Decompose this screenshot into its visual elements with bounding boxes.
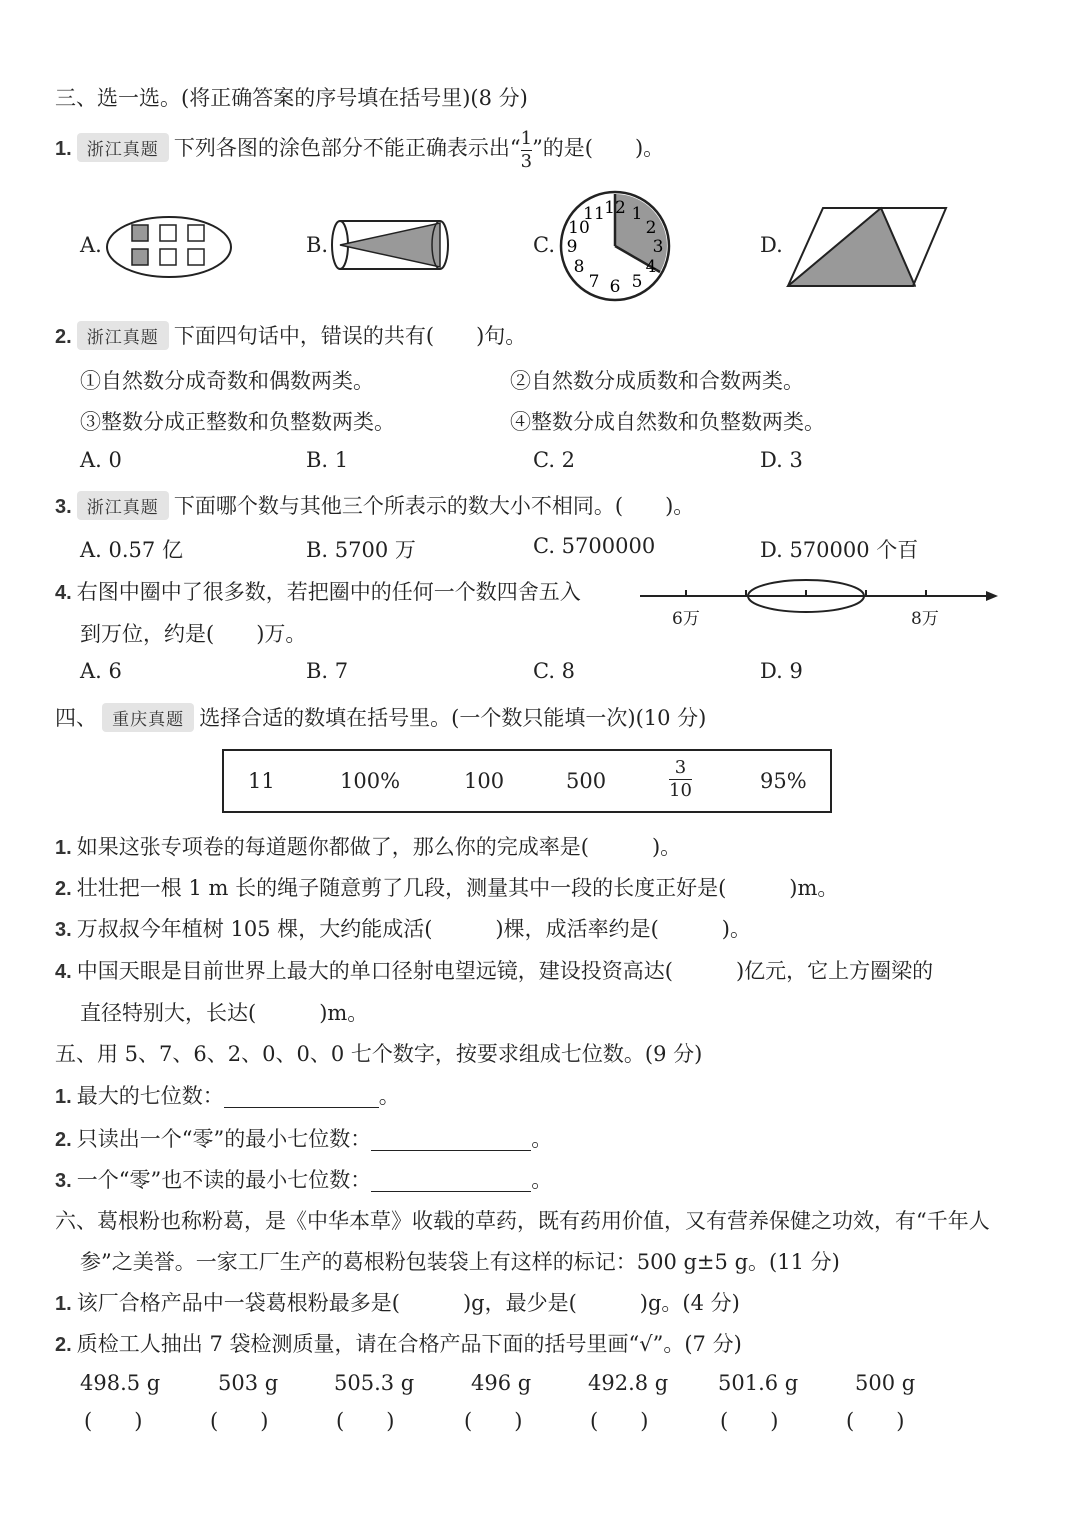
section-5-title: 五、用 5、7、6、2、0、0、0 七个数字，按要求组成七位数。(9 分) bbox=[55, 1042, 703, 1066]
question-text: 壮壮把一根 1 m 长的绳子随意剪了几段，测量其中一段的长度正好是( )m。 bbox=[76, 876, 839, 900]
clock-number-5: 5 bbox=[631, 272, 643, 292]
q2-option-a: A. 0 bbox=[80, 448, 122, 472]
clock-number-10: 10 bbox=[568, 218, 590, 238]
fraction-numerator: 3 bbox=[674, 757, 687, 778]
weight-6: 501.6 g bbox=[718, 1371, 799, 1395]
question-number: 1. bbox=[55, 1086, 72, 1108]
q3-3 bbox=[55, 490, 694, 520]
question-text: 下面四句话中，错误的共有( )句。 bbox=[173, 324, 527, 348]
q4-4 bbox=[55, 955, 933, 985]
question-number: 2. bbox=[55, 326, 72, 348]
q4-option-a: A. 6 bbox=[80, 659, 122, 683]
question-number: 3. bbox=[55, 919, 72, 941]
q4-option-b: B. 7 bbox=[306, 659, 349, 683]
check-paren-3[interactable]: ( ) bbox=[336, 1409, 395, 1433]
q2-option-c: C. 2 bbox=[533, 448, 576, 472]
q4-option-c: C. 8 bbox=[533, 659, 576, 683]
question-text: 质检工人抽出 7 袋检测质量，请在合格产品下面的括号里画“√”。(7 分) bbox=[76, 1332, 742, 1356]
question-text-line2: 到万位，约是( )万。 bbox=[80, 622, 307, 646]
q3-option-c: C. 5700000 bbox=[533, 534, 656, 558]
section-6-line1: 六、葛根粉也称粉葛，是《中华本草》收载的草药，既有药用价值，又有营养保健之功效，有“千年人 bbox=[55, 1209, 990, 1233]
choice-95-percent: 95% bbox=[760, 769, 807, 793]
source-tag: 浙江真题 bbox=[77, 491, 169, 520]
statement-2: ②自然数分成质数和合数两类。 bbox=[510, 369, 804, 393]
question-text: 一个“零”也不读的最小七位数： bbox=[76, 1168, 372, 1192]
option-label-c: C. bbox=[533, 233, 555, 257]
q3-option-d: D. 570000 个百 bbox=[760, 538, 919, 562]
statement-1: ①自然数分成奇数和偶数两类。 bbox=[80, 369, 374, 393]
question-end: 。 bbox=[378, 1084, 400, 1108]
clock-number-7: 7 bbox=[588, 272, 600, 292]
question-end: 。 bbox=[531, 1168, 553, 1192]
check-paren-2[interactable]: ( ) bbox=[210, 1409, 269, 1433]
weight-4: 496 g bbox=[471, 1371, 532, 1395]
question-text: 下面哪个数与其他三个所表示的数大小不相同。( )。 bbox=[173, 494, 695, 518]
q3-2 bbox=[55, 320, 526, 350]
answer-blank[interactable] bbox=[371, 1131, 531, 1151]
question-number: 4. bbox=[55, 582, 72, 604]
clock-number-4: 4 bbox=[645, 257, 657, 277]
question-text: 万叔叔今年植树 105 棵，大约能成活( )棵，成活率约是( )。 bbox=[76, 917, 751, 941]
weight-2: 503 g bbox=[218, 1371, 279, 1395]
option-label-b: B. bbox=[306, 233, 329, 257]
fraction-one-third bbox=[521, 130, 532, 171]
clock-number-11: 11 bbox=[583, 204, 605, 224]
choice-fraction-3-10 bbox=[669, 759, 692, 800]
choice-11: 11 bbox=[248, 769, 275, 793]
figure-b-cylinder bbox=[328, 215, 452, 277]
question-text-a: 下列各图的涂色部分不能正确表示出“ bbox=[173, 136, 521, 160]
q3-option-b: B. 5700 万 bbox=[306, 538, 416, 562]
fraction-denominator: 10 bbox=[669, 780, 692, 801]
question-number: 1. bbox=[55, 138, 72, 160]
statement-3: ③整数分成正整数和负整数两类。 bbox=[80, 410, 395, 434]
q5-3 bbox=[55, 1164, 552, 1194]
weight-7: 500 g bbox=[855, 1371, 916, 1395]
check-paren-5[interactable]: ( ) bbox=[590, 1409, 649, 1433]
section-6-line2: 参”之美誉。一家工厂生产的葛根粉包装袋上有这样的标记：500 g±5 g。(11 分) bbox=[80, 1250, 840, 1274]
q4-1 bbox=[55, 831, 681, 861]
check-paren-4[interactable]: ( ) bbox=[464, 1409, 523, 1433]
q2-option-d: D. 3 bbox=[760, 448, 803, 472]
choice-100: 100 bbox=[464, 769, 505, 793]
question-number: 1. bbox=[55, 837, 72, 859]
question-number: 3. bbox=[55, 496, 72, 518]
choice-500: 500 bbox=[566, 769, 607, 793]
question-text: 如果这张专项卷的每道题你都做了，那么你的完成率是( )。 bbox=[76, 835, 682, 859]
q4-2 bbox=[55, 872, 838, 902]
q3-option-a: A. 0.57 亿 bbox=[80, 538, 183, 562]
section-3-title: 三、选一选。(将正确答案的序号填在括号里)(8 分) bbox=[55, 86, 528, 110]
axis-label-left: 6万 bbox=[672, 609, 700, 629]
question-text: 该厂合格产品中一袋葛根粉最多是( )g，最少是( )g。(4 分) bbox=[76, 1291, 740, 1315]
question-number: 3. bbox=[55, 1170, 72, 1192]
q2-option-b: B. 1 bbox=[306, 448, 349, 472]
answer-blank[interactable] bbox=[224, 1088, 379, 1108]
option-label-d: D. bbox=[760, 233, 783, 257]
figure-d-parallelogram bbox=[785, 205, 949, 289]
q6-1 bbox=[55, 1287, 740, 1317]
question-text-line1: 右图中圈中了很多数，若把圈中的任何一个数四舍五入 bbox=[76, 580, 581, 604]
clock-number-6: 6 bbox=[609, 277, 621, 297]
question-number: 2. bbox=[55, 1129, 72, 1151]
figure-a-ellipse-squares bbox=[105, 215, 235, 281]
number-choice-box bbox=[222, 749, 832, 813]
option-label-a: A. bbox=[80, 233, 102, 257]
clock-number-9: 9 bbox=[566, 237, 578, 257]
question-text: 只读出一个“零”的最小七位数： bbox=[76, 1127, 372, 1151]
check-paren-6[interactable]: ( ) bbox=[720, 1409, 779, 1433]
clock-number-1: 1 bbox=[631, 204, 643, 224]
q6-2 bbox=[55, 1328, 742, 1358]
q3-1 bbox=[55, 130, 664, 171]
q4-option-d: D. 9 bbox=[760, 659, 803, 683]
check-paren-1[interactable]: ( ) bbox=[84, 1409, 143, 1433]
q4-3 bbox=[55, 913, 751, 943]
source-tag: 重庆真题 bbox=[102, 703, 194, 732]
figure-c-clock bbox=[557, 188, 673, 304]
source-tag: 浙江真题 bbox=[77, 321, 169, 350]
question-text-line1: 中国天眼是目前世界上最大的单口径射电望远镜，建设投资高达( )亿元，它上方圈梁的 bbox=[76, 959, 934, 983]
weight-5: 492.8 g bbox=[588, 1371, 669, 1395]
question-number: 2. bbox=[55, 878, 72, 900]
statement-4: ④整数分成自然数和负整数两类。 bbox=[510, 410, 825, 434]
q5-2 bbox=[55, 1123, 552, 1153]
clock-number-3: 3 bbox=[652, 237, 664, 257]
question-end: 。 bbox=[531, 1127, 553, 1151]
answer-blank[interactable] bbox=[371, 1172, 531, 1192]
q5-1 bbox=[55, 1080, 400, 1110]
question-number: 1. bbox=[55, 1293, 72, 1315]
section-prefix: 四、 bbox=[55, 706, 97, 730]
section-4-title bbox=[55, 702, 706, 732]
axis-label-right: 8万 bbox=[911, 609, 939, 629]
clock-number-2: 2 bbox=[645, 218, 657, 238]
question-text-line2: 直径特别大，长达( )m。 bbox=[80, 1001, 369, 1025]
q3-4 bbox=[55, 576, 581, 606]
choice-100-percent: 100% bbox=[340, 769, 401, 793]
question-number: 2. bbox=[55, 1334, 72, 1356]
question-text: 最大的七位数： bbox=[76, 1084, 224, 1108]
section-title-text: 选择合适的数填在括号里。(一个数只能填一次)(10 分) bbox=[199, 706, 707, 730]
fraction-denominator: 3 bbox=[520, 151, 533, 172]
clock-number-8: 8 bbox=[573, 257, 585, 277]
question-text-b: ”的是( )。 bbox=[532, 136, 665, 160]
fraction-numerator: 1 bbox=[520, 128, 533, 149]
weight-3: 505.3 g bbox=[334, 1371, 415, 1395]
clock-number-12: 12 bbox=[604, 198, 626, 218]
source-tag: 浙江真题 bbox=[77, 133, 169, 162]
weight-1: 498.5 g bbox=[80, 1371, 161, 1395]
check-paren-7[interactable]: ( ) bbox=[846, 1409, 905, 1433]
question-number: 4. bbox=[55, 961, 72, 983]
